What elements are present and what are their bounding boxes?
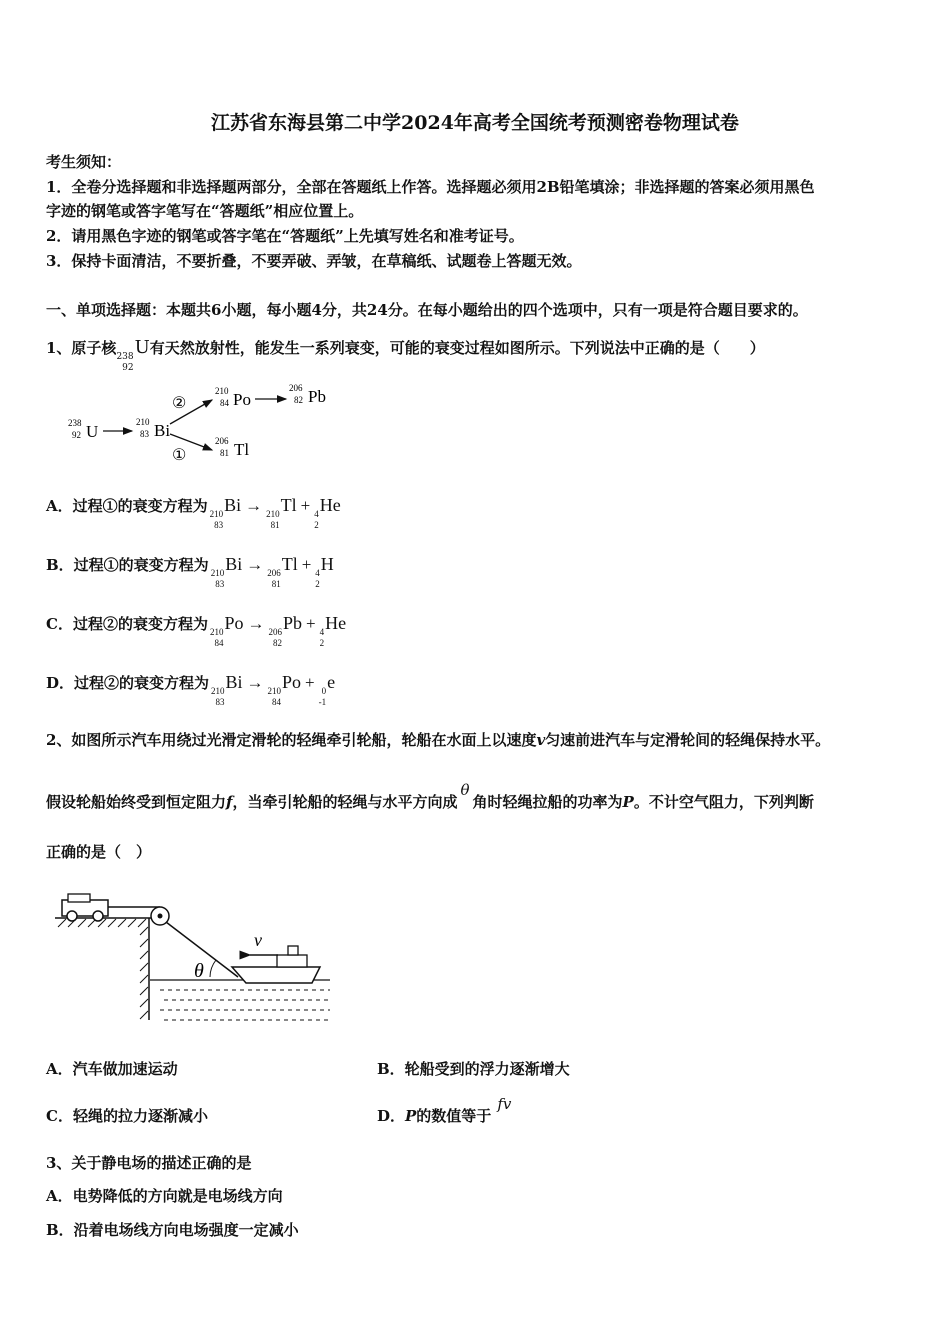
- section-heading: 一、单项选择题：本题共6小题，每小题4分，共24分。在每小题给出的四个选项中，只有一项是符合题目要求的。: [46, 301, 808, 319]
- velocity-symbol: v: [536, 731, 546, 749]
- reaction-arrow: →: [247, 614, 265, 633]
- reaction-arrow: →: [246, 673, 264, 692]
- product-nucleus: 206 81 Tl: [267, 554, 298, 589]
- notice-line-2: 2．请用黑色字迹的钢笔或答字笔在“答题纸”上先填写姓名和准考证号。: [46, 227, 524, 245]
- question-2-line-2: 假设轮船始终受到恒定阻力f，当牵引轮船的轻绳与水平方向成θ角时轻绳拉船的功率为P。不计空气阻力，下列判断: [46, 781, 814, 811]
- decay-equation: [211, 672, 336, 707]
- emitted-particle: 4 2 H: [315, 554, 334, 589]
- path-1-label: ①: [172, 447, 187, 464]
- plus-sign: +: [305, 673, 315, 692]
- force-symbol: f: [226, 793, 233, 811]
- q2-option-a[interactable]: A．汽车做加速运动: [46, 1060, 178, 1078]
- q1-option-label: C．过程②的衰变方程为: [46, 615, 208, 633]
- decay-equation: [209, 613, 347, 648]
- theta-symbol: θ: [460, 781, 470, 799]
- diagram-pb-symbol: Pb: [308, 387, 326, 406]
- reaction-arrow: →: [246, 555, 264, 574]
- notice-line-1b: 字迹的钢笔或答字笔写在“答题纸”相应位置上。: [46, 202, 364, 220]
- q1-nucleus: 238 92 U: [116, 337, 150, 373]
- q3-option-a[interactable]: A．电势降低的方向就是电场线方向: [46, 1187, 283, 1205]
- pulley-figure: [50, 885, 340, 1030]
- product-nucleus: 210 84 Po: [267, 672, 302, 707]
- product-nucleus: 210 81 Tl: [266, 495, 297, 530]
- decay-diagram: [60, 378, 350, 468]
- path-2-label: ②: [172, 395, 187, 412]
- q1-suffix: 有天然放射性，能发生一系列衰变，可能的衰变过程如图所示。下列说法中正确的是（ ）: [149, 339, 765, 357]
- question-2-line-1: 2、如图所示汽车用绕过光滑定滑轮的轻绳牵引轮船，轮船在水面上以速度v匀速前进汽车与定滑轮间的轻绳保持水平。: [46, 731, 831, 749]
- diagram-po-symbol: Po: [233, 390, 251, 409]
- notice-line-3: 3．保持卡面清洁，不要折叠，不要弄破、弄皱，在草稿纸、试题卷上答题无效。: [46, 252, 582, 270]
- diagram-pb-number: 82: [294, 395, 303, 405]
- plus-sign: +: [305, 614, 316, 633]
- diagram-u-number: 92: [72, 430, 81, 440]
- q3-option-b[interactable]: B．沿着电场线方向电场强度一定减小: [46, 1221, 299, 1239]
- diagram-tl-number: 81: [220, 448, 229, 458]
- product-nucleus: 206 82 Pb: [268, 613, 302, 648]
- question-2-line-3: 正确的是（ ）: [46, 843, 152, 861]
- q1-option-d[interactable]: [46, 672, 335, 708]
- diagram-po-mass: 210: [215, 386, 229, 396]
- reactant-nucleus: 210 83 Bi: [210, 554, 243, 589]
- reactant-nucleus: 210 83 Bi: [209, 495, 242, 530]
- reactant-nucleus: 210 83 Bi: [211, 672, 243, 707]
- q2-option-b[interactable]: B．轮船受到的浮力逐渐增大: [377, 1060, 570, 1078]
- car-icon: [62, 894, 108, 921]
- fv-symbol: fv: [497, 1095, 512, 1113]
- diagram-bi-number: 83: [140, 429, 149, 439]
- q1-option-b[interactable]: [46, 554, 334, 590]
- diagram-pb-mass: 206: [289, 383, 303, 393]
- diagram-bi-mass: 210: [136, 417, 150, 427]
- question-3-stem: 3、关于静电场的描述正确的是: [46, 1154, 252, 1172]
- fig-v-label: v: [254, 930, 262, 950]
- diagram-u-symbol: U: [86, 422, 99, 441]
- reaction-arrow: →: [245, 496, 263, 515]
- emitted-particle: 0 -1 e: [318, 672, 336, 707]
- decay-equation: [210, 554, 334, 589]
- fig-theta-label: θ: [194, 960, 204, 982]
- notice-line-1a: 1．全卷分选择题和非选择题两部分，全部在答题纸上作答。选择题必须用2B铅笔填涂；非选择题的答案必须用黑色: [46, 178, 815, 196]
- diagram-tl-mass: 206: [215, 436, 229, 446]
- plus-sign: +: [300, 496, 311, 515]
- diagram-po-number: 84: [220, 398, 229, 408]
- exam-title: 江苏省东海县第二中学2024年高考全国统考预测密卷物理试卷: [211, 112, 739, 134]
- decay-equation: [209, 495, 341, 530]
- diagram-tl-symbol: Tl: [234, 440, 250, 459]
- q1-option-label: D．过程②的衰变方程为: [46, 674, 210, 692]
- diagram-u-mass: 238: [68, 418, 82, 428]
- q2-option-c[interactable]: C．轻绳的拉力逐渐减小: [46, 1107, 208, 1125]
- diagram-bi-symbol: Bi: [154, 421, 171, 440]
- q1-option-a[interactable]: [46, 495, 341, 531]
- reactant-nucleus: 210 84 Po: [209, 613, 244, 648]
- q1-option-c[interactable]: [46, 613, 346, 649]
- water-lines: [160, 990, 330, 1020]
- plus-sign: +: [301, 555, 312, 574]
- question-1-stem: [46, 338, 765, 374]
- q1-prefix: 1、原子核: [46, 339, 117, 357]
- q1-option-label: B．过程①的衰变方程为: [46, 556, 209, 574]
- boat-icon: [232, 946, 320, 983]
- q2-option-d[interactable]: D．P的数值等于fv: [377, 1095, 512, 1125]
- emitted-particle: 4 2 He: [319, 613, 347, 648]
- power-symbol: P: [622, 793, 634, 811]
- q1-option-label: A．过程①的衰变方程为: [46, 497, 208, 515]
- notice-heading: 考生须知：: [46, 153, 122, 171]
- emitted-particle: 4 2 He: [314, 495, 341, 530]
